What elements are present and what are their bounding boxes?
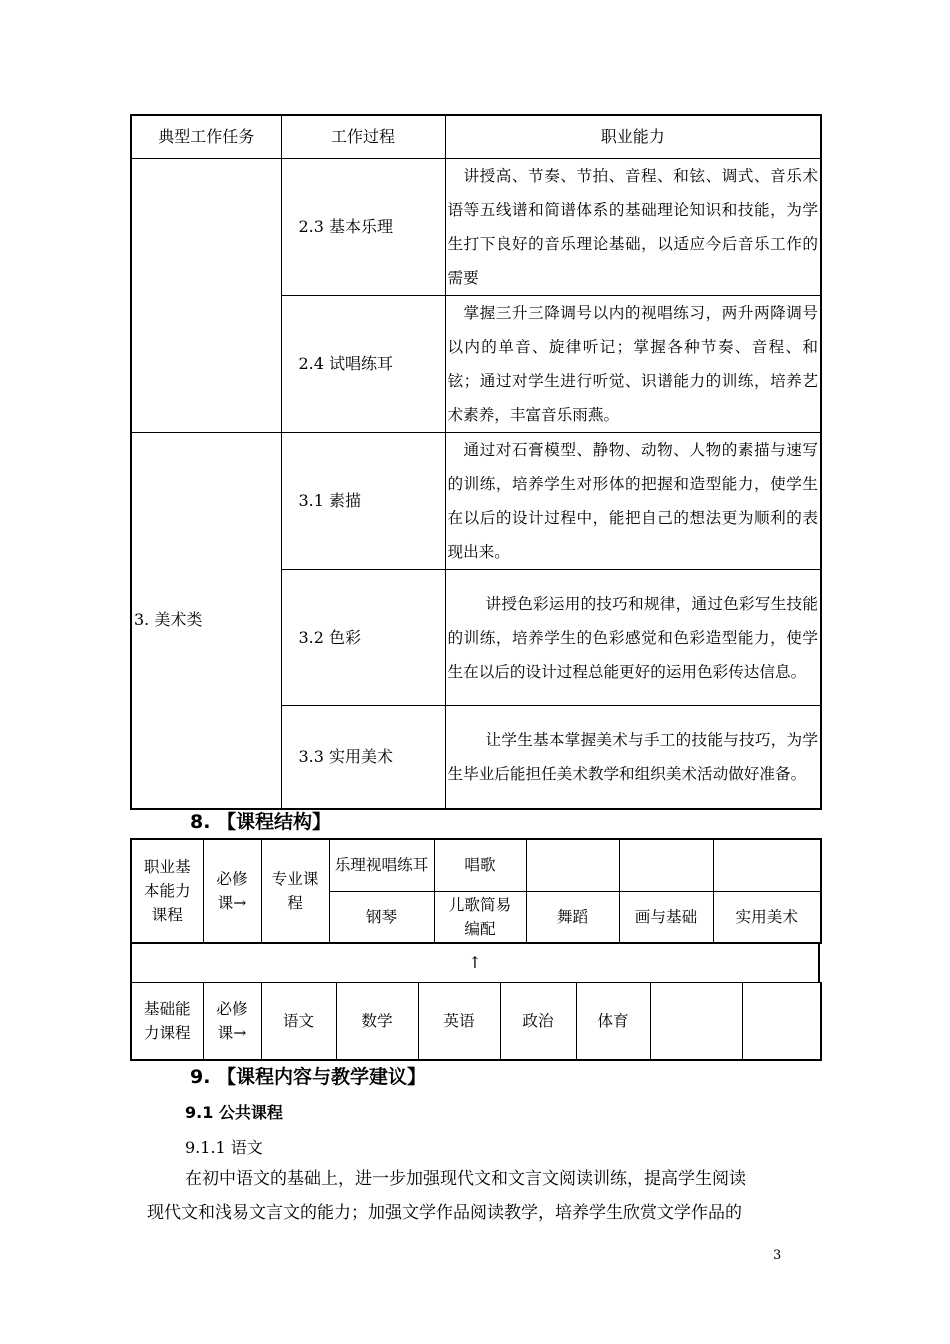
table-header-row: [131, 115, 821, 159]
subsubsection-heading: 9.1.1 语文: [185, 1138, 263, 1157]
course-cell: 舞蹈: [526, 891, 619, 943]
course-cell: [650, 983, 742, 1060]
course-cell: 数学: [336, 983, 418, 1060]
course-cell: [619, 839, 713, 891]
course-cell: 语文: [261, 983, 336, 1060]
required-label: 必修课→: [203, 839, 261, 943]
vocational-label: 职业基本能力课程: [131, 839, 203, 943]
ability-text: 让学生基本掌握美术与手工的技能与技巧，为学生毕业后能担任美术教学和组织美术活动做好准备。: [447, 730, 818, 783]
basic-required-label: 必修课→: [203, 983, 261, 1060]
course-cell: 政治: [500, 983, 576, 1060]
table-row: [131, 433, 821, 570]
course-cell: 英语: [418, 983, 500, 1060]
course-cell: 唱歌: [434, 839, 526, 891]
process-cell: 2.4 试唱练耳: [281, 296, 445, 433]
course-cell: 乐理视唱练耳: [329, 839, 434, 891]
ability-cell: [445, 570, 821, 706]
page-number: 3: [773, 1248, 782, 1263]
course-cell: [742, 983, 821, 1060]
table-row: [131, 159, 821, 296]
process-cell: 2.3 基本乐理: [281, 159, 445, 296]
basic-label: 基础能力课程: [131, 983, 203, 1060]
header-ability: 职业能力: [445, 115, 821, 159]
ability-cell: [445, 706, 821, 809]
major-label: 专业课程: [261, 839, 329, 943]
course-cell: 钢琴: [329, 891, 434, 943]
competency-table: [130, 114, 822, 810]
ability-cell: [445, 433, 821, 570]
subsection-heading: 9.1 公共课程: [185, 1103, 283, 1122]
process-cell: 3.1 素描: [281, 433, 445, 570]
table-row: [131, 839, 821, 891]
ability-text: 通过对石膏模型、静物、动物、人物的素描与速写的训练，培养学生对形体的把握和造型能力，使学生在以后的设计过程中，能把自己的想法更为顺利的表现出来。: [447, 441, 818, 561]
category-cell-music: [131, 159, 281, 433]
ability-cell: [445, 159, 821, 296]
up-arrow-icon: ↑: [468, 953, 482, 972]
course-cell: [713, 839, 821, 891]
category-cell-art: 3. 美术类: [131, 433, 281, 809]
ability-text: 讲授色彩运用的技巧和规律，通过色彩写生技能的训练，培养学生的色彩感觉和色彩造型能力，使学生在以后的设计过程总能更好的运用色彩传达信息。: [447, 594, 818, 681]
process-cell: 3.3 实用美术: [281, 706, 445, 809]
body-paragraph-line: 在初中语文的基础上，进一步加强现代文和文言文阅读训练，提高学生阅读: [185, 1169, 746, 1189]
course-cell: 体育: [576, 983, 650, 1060]
course-cell: 画与基础: [619, 891, 713, 943]
course-cell: [526, 839, 619, 891]
header-task: 典型工作任务: [131, 115, 281, 159]
body-paragraph-line: 现代文和浅易文言文的能力；加强文学作品阅读教学，培养学生欣赏文学作品的: [147, 1203, 742, 1223]
up-arrow-row: [130, 942, 820, 983]
course-cell: 实用美术: [713, 891, 821, 943]
header-process: 工作过程: [281, 115, 445, 159]
section-9-heading: 9. 【课程内容与教学建议】: [190, 1066, 427, 1088]
section-8-heading: 8. 【课程结构】: [190, 811, 332, 833]
ability-text: 讲授高、节奏、节拍、音程、和铉、调式、音乐术语等五线谱和简谱体系的基础理论知识和技能，为学生打下良好的音乐理论基础，以适应今后音乐工作的需要: [447, 167, 818, 287]
ability-text: 掌握三升三降调号以内的视唱练习，两升两降调号以内的单音、旋律听记；掌握各种节奏、音程、和铉；通过对学生进行听觉、识谱能力的训练，培养艺术素养，丰富音乐雨燕。: [447, 304, 818, 424]
ability-cell: [445, 296, 821, 433]
course-cell: 儿歌简易编配: [434, 891, 526, 943]
course-structure-table-upper: [130, 838, 822, 944]
process-cell: 3.2 色彩: [281, 570, 445, 706]
course-structure-table-lower: [130, 982, 822, 1061]
table-row: [131, 983, 821, 1060]
